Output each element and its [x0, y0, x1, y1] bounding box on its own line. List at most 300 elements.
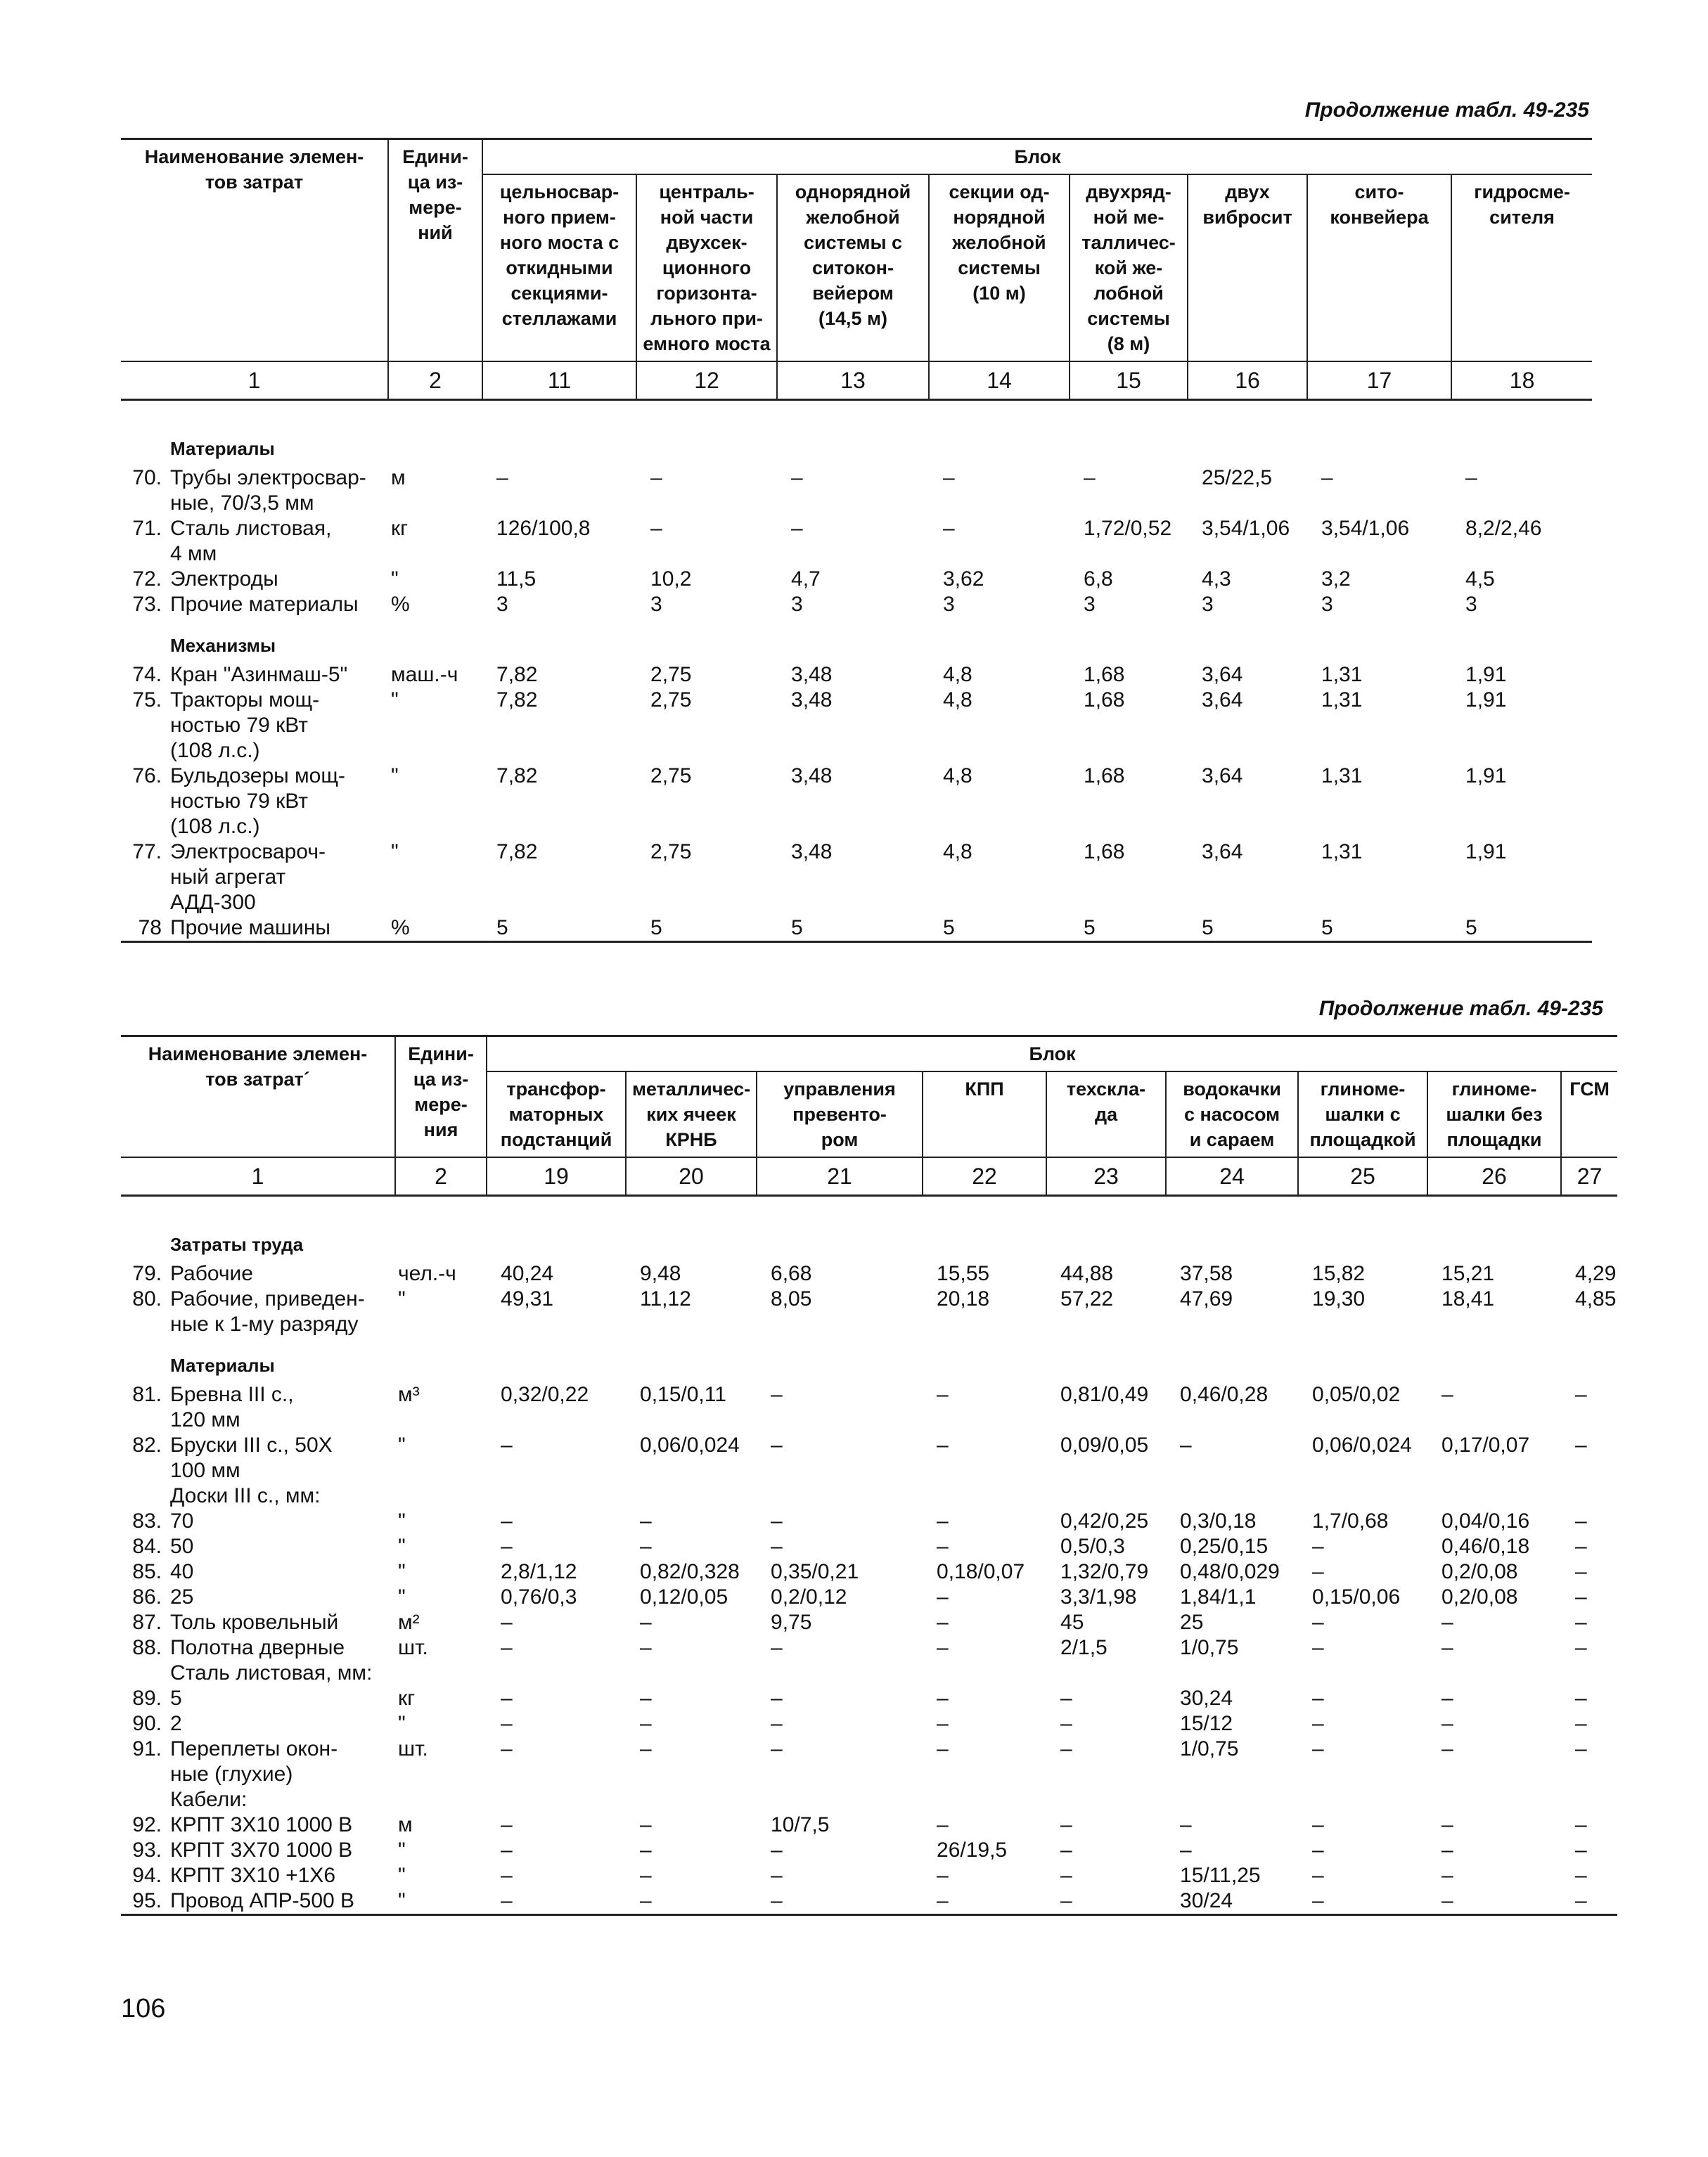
- table-row: [121, 1888, 1617, 1915]
- row-number: 86.: [132, 1585, 162, 1609]
- value-cell: –: [1575, 1737, 1587, 1760]
- value-cell: 0,81/0,49: [1060, 1383, 1149, 1406]
- header-block-2: металличес- ких ячеек КРНБ: [626, 1071, 757, 1157]
- value-cell: –: [1441, 1611, 1453, 1634]
- header-block-1: трансфор- маторных подстанций: [487, 1071, 626, 1157]
- cost-item-name: 2: [170, 1712, 182, 1735]
- table-row: [121, 592, 1592, 617]
- value-cell: –: [1060, 1737, 1072, 1760]
- value-cell: –: [1180, 1839, 1192, 1862]
- header-block-7: сито- конвейера: [1307, 174, 1451, 361]
- header-unit-column: Едини- ца из- мере- ния: [395, 1036, 487, 1158]
- unit-cell: ": [395, 1888, 487, 1915]
- table-row: [121, 567, 1592, 592]
- subheading-row: [121, 1483, 1617, 1509]
- value-cell: –: [501, 1712, 513, 1735]
- value-cell: 5: [482, 915, 636, 942]
- row-subheading: Кабели:: [170, 1788, 248, 1811]
- cost-item-name: Прочие материалы: [170, 593, 359, 616]
- value-cell: –: [1441, 1737, 1453, 1760]
- value-cell: –: [937, 1687, 949, 1710]
- value-cell: 4,8: [943, 764, 972, 787]
- cost-item-name: Бревна III с., 120 мм: [170, 1383, 294, 1431]
- value-cell: 8,2/2,46: [1465, 517, 1542, 540]
- unit-cell: %: [388, 915, 482, 942]
- table-row: [121, 1635, 1617, 1661]
- continuation-label-1: Продолжение табл. 49-235: [1304, 98, 1589, 122]
- unit-cell: кг: [391, 517, 409, 540]
- value-cell: 7,82: [496, 840, 538, 863]
- cost-item-name: 70: [170, 1509, 194, 1533]
- value-cell: 11,12: [640, 1287, 691, 1311]
- value-cell: –: [640, 1712, 652, 1735]
- column-number: 14: [929, 361, 1070, 400]
- value-cell: 15,55: [937, 1262, 990, 1285]
- table-row: [121, 1261, 1617, 1287]
- value-cell: 0,2/0,08: [1441, 1560, 1518, 1583]
- value-cell: 0,42/0,25: [1060, 1509, 1149, 1533]
- header-group-block: Блок: [482, 139, 1592, 175]
- section-row: [121, 1337, 1617, 1382]
- unit-cell: маш.-ч: [391, 663, 458, 686]
- column-number: 18: [1451, 361, 1592, 400]
- value-cell: 3: [791, 593, 803, 616]
- header-block-4: КПП: [923, 1071, 1046, 1157]
- unit-cell: ": [398, 1712, 406, 1735]
- value-cell: –: [640, 1687, 652, 1710]
- unit-cell: ": [398, 1509, 406, 1533]
- value-cell: –: [757, 1888, 923, 1915]
- unit-cell: ": [398, 1535, 406, 1558]
- value-cell: –: [1575, 1839, 1587, 1862]
- header-block-3: однорядной желобной системы с ситокон- вейером (14,5 м): [777, 174, 929, 361]
- value-cell: –: [937, 1434, 949, 1457]
- header-block-6: водокачки с насосом и сараем: [1166, 1071, 1298, 1157]
- unit-cell: м³: [398, 1383, 420, 1406]
- value-cell: –: [1084, 466, 1096, 489]
- cost-item-name: Бруски III с., 50Х 100 мм: [170, 1434, 333, 1482]
- value-cell: –: [1060, 1813, 1072, 1836]
- value-cell: 0,3/0,18: [1180, 1509, 1257, 1533]
- value-cell: 0,15/0,06: [1312, 1585, 1401, 1609]
- value-cell: 0,15/0,11: [640, 1383, 726, 1406]
- value-cell: 1,72/0,52: [1084, 517, 1172, 540]
- table-row: [121, 764, 1592, 839]
- value-cell: 7,82: [496, 688, 538, 712]
- value-cell: –: [1180, 1813, 1192, 1836]
- value-cell: 1,68: [1084, 688, 1125, 712]
- cost-item-name: 25: [170, 1585, 194, 1609]
- section-heading: Материалы: [170, 438, 275, 459]
- unit-cell: м²: [398, 1611, 420, 1634]
- cost-item-name: Электросвароч- ный агрегат АДД-300: [170, 840, 326, 914]
- value-cell: –: [501, 1839, 513, 1862]
- value-cell: 0,48/0,029: [1180, 1560, 1280, 1583]
- value-cell: 20,18: [937, 1287, 990, 1311]
- page-number: 106: [121, 1994, 166, 2023]
- value-cell: 0,04/0,16: [1441, 1509, 1530, 1533]
- row-number: 93.: [132, 1839, 162, 1862]
- column-number: 1: [121, 1157, 395, 1196]
- value-cell: 1,84/1,1: [1180, 1585, 1257, 1609]
- value-cell: –: [771, 1509, 783, 1533]
- value-cell: –: [1441, 1383, 1453, 1406]
- value-cell: 15,82: [1312, 1262, 1366, 1285]
- value-cell: –: [1046, 1888, 1166, 1915]
- value-cell: –: [937, 1737, 949, 1760]
- value-cell: –: [1575, 1864, 1587, 1887]
- unit-cell: ": [391, 764, 399, 787]
- unit-cell: шт.: [398, 1636, 428, 1659]
- header-block-8: гидросме- сителя: [1451, 174, 1592, 361]
- cost-item-name: Трубы электросвар- ные, 70/3,5 мм: [170, 466, 366, 515]
- value-cell: 2,75: [650, 663, 692, 686]
- row-number: 92.: [132, 1813, 162, 1836]
- table-row: [121, 1711, 1617, 1737]
- unit-cell: кг: [398, 1687, 416, 1710]
- unit-cell: чел.-ч: [398, 1262, 456, 1285]
- value-cell: 1,68: [1084, 840, 1125, 863]
- value-cell: 10/7,5: [771, 1813, 830, 1836]
- table-row: [121, 1863, 1617, 1888]
- row-number: 78: [121, 915, 170, 942]
- value-cell: 3,48: [791, 688, 833, 712]
- section-heading: Механизмы: [170, 635, 276, 656]
- column-number: 2: [395, 1157, 487, 1196]
- table-row: [121, 465, 1592, 516]
- value-cell: 4,5: [1465, 567, 1495, 591]
- value-cell: –: [937, 1611, 949, 1634]
- value-cell: 0,09/0,05: [1060, 1434, 1149, 1457]
- value-cell: –: [771, 1712, 783, 1735]
- value-cell: 3,48: [791, 663, 833, 686]
- value-cell: 40,24: [501, 1262, 554, 1285]
- value-cell: 7,82: [496, 663, 538, 686]
- value-cell: 18,41: [1441, 1287, 1495, 1311]
- value-cell: 15/12: [1180, 1712, 1233, 1735]
- unit-cell: ": [398, 1560, 406, 1583]
- value-cell: 4,3: [1202, 567, 1231, 591]
- value-cell: –: [1060, 1712, 1072, 1735]
- value-cell: –: [501, 1813, 513, 1836]
- value-cell: 1,68: [1084, 764, 1125, 787]
- row-number: 89.: [132, 1687, 162, 1710]
- unit-cell: ": [391, 688, 399, 712]
- value-cell: –: [501, 1687, 513, 1710]
- value-cell: 5: [636, 915, 777, 942]
- cost-item-name: КРПТ 3Х70 1000 В: [170, 1839, 353, 1862]
- cost-item-name: Сталь листовая, 4 мм: [170, 517, 332, 565]
- value-cell: 1,31: [1321, 663, 1363, 686]
- table-row: [121, 1812, 1617, 1838]
- row-number: 73.: [132, 593, 162, 616]
- cost-item-name: Толь кровельный: [170, 1611, 339, 1634]
- row-number: 84.: [132, 1535, 162, 1558]
- section-row: [121, 1216, 1617, 1261]
- value-cell: 3: [943, 593, 955, 616]
- value-cell: 49,31: [501, 1287, 554, 1311]
- cost-item-name: Рабочие: [170, 1262, 253, 1285]
- value-cell: 0,25/0,15: [1180, 1535, 1269, 1558]
- value-cell: –: [791, 517, 803, 540]
- value-cell: 4,7: [791, 567, 821, 591]
- value-cell: 7,82: [496, 764, 538, 787]
- value-cell: –: [1060, 1864, 1072, 1887]
- value-cell: 3,48: [791, 764, 833, 787]
- value-cell: –: [1060, 1839, 1072, 1862]
- value-cell: –: [937, 1636, 949, 1659]
- value-cell: –: [1575, 1712, 1587, 1735]
- value-cell: 3,64: [1202, 840, 1243, 863]
- value-cell: –: [771, 1864, 783, 1887]
- value-cell: 4,8: [943, 840, 972, 863]
- value-cell: 2,75: [650, 764, 692, 787]
- value-cell: –: [791, 466, 803, 489]
- value-cell: 0,18/0,07: [937, 1560, 1025, 1583]
- value-cell: –: [640, 1535, 652, 1558]
- value-cell: 3,3/1,98: [1060, 1585, 1137, 1609]
- value-cell: 0,05/0,02: [1312, 1383, 1401, 1406]
- value-cell: –: [937, 1509, 949, 1533]
- unit-cell: %: [391, 593, 410, 616]
- cost-item-name: Прочие машины: [170, 915, 388, 942]
- value-cell: 2/1,5: [1060, 1636, 1107, 1659]
- column-number: 13: [777, 361, 929, 400]
- value-cell: –: [1575, 1636, 1587, 1659]
- value-cell: –: [1312, 1611, 1324, 1634]
- value-cell: 1,31: [1321, 688, 1363, 712]
- value-cell: 45: [1060, 1611, 1084, 1634]
- column-number: 1: [121, 361, 388, 400]
- value-cell: 5: [1070, 915, 1188, 942]
- value-cell: –: [937, 1813, 949, 1836]
- cost-item-name: Электроды: [170, 567, 278, 591]
- value-cell: –: [1321, 466, 1333, 489]
- value-cell: –: [1575, 1434, 1587, 1457]
- value-cell: –: [1441, 1636, 1453, 1659]
- value-cell: –: [626, 1888, 757, 1915]
- value-cell: –: [1575, 1611, 1587, 1634]
- table-row: [121, 1686, 1617, 1711]
- value-cell: 0,12/0,05: [640, 1585, 728, 1609]
- value-cell: 15/11,25: [1180, 1864, 1261, 1887]
- column-number: 2: [388, 361, 482, 400]
- column-number: 25: [1298, 1157, 1427, 1196]
- value-cell: –: [1561, 1888, 1617, 1915]
- value-cell: 2,75: [650, 840, 692, 863]
- value-cell: –: [1312, 1636, 1324, 1659]
- value-cell: 0,35/0,21: [771, 1560, 859, 1583]
- value-cell: –: [1427, 1888, 1561, 1915]
- row-number: 95.: [121, 1888, 170, 1915]
- value-cell: 5: [1451, 915, 1592, 942]
- cost-item-name: Провод АПР-500 В: [170, 1888, 395, 1915]
- value-cell: –: [1312, 1560, 1324, 1583]
- value-cell: 25/22,5: [1202, 466, 1273, 489]
- value-cell: 0,46/0,28: [1180, 1383, 1269, 1406]
- value-cell: –: [771, 1636, 783, 1659]
- value-cell: –: [1441, 1813, 1453, 1836]
- value-cell: –: [501, 1535, 513, 1558]
- cost-table-2: [121, 1035, 1617, 1916]
- value-cell: 4,85: [1575, 1287, 1617, 1311]
- cost-item-name: Полотна дверные: [170, 1636, 345, 1659]
- value-cell: –: [1312, 1687, 1324, 1710]
- value-cell: 1,68: [1084, 663, 1125, 686]
- value-cell: 57,22: [1060, 1287, 1114, 1311]
- unit-cell: м: [398, 1813, 413, 1836]
- value-cell: –: [937, 1712, 949, 1735]
- value-cell: –: [1312, 1839, 1324, 1862]
- value-cell: 3: [1084, 593, 1096, 616]
- value-cell: 0,06/0,024: [640, 1434, 740, 1457]
- value-cell: 19,30: [1312, 1287, 1366, 1311]
- value-cell: –: [640, 1864, 652, 1887]
- row-number: 83.: [132, 1509, 162, 1533]
- value-cell: –: [650, 466, 662, 489]
- row-number: 75.: [132, 688, 162, 712]
- row-number: 85.: [132, 1560, 162, 1583]
- value-cell: 2,8/1,12: [501, 1560, 577, 1583]
- value-cell: –: [1312, 1864, 1324, 1887]
- table-row: [121, 516, 1592, 567]
- value-cell: 1,7/0,68: [1312, 1509, 1389, 1533]
- value-cell: 1,32/0,79: [1060, 1560, 1149, 1583]
- value-cell: –: [1575, 1383, 1587, 1406]
- header-block-7: глиноме- шалки с площадкой: [1298, 1071, 1427, 1157]
- column-number: 20: [626, 1157, 757, 1196]
- table-row: [121, 1737, 1617, 1787]
- value-cell: 3,54/1,06: [1202, 517, 1290, 540]
- section-row: [121, 420, 1592, 465]
- table-row: [121, 662, 1592, 688]
- value-cell: 1,91: [1465, 764, 1507, 787]
- value-cell: –: [1441, 1712, 1453, 1735]
- value-cell: 1/0,75: [1180, 1636, 1239, 1659]
- unit-cell: ": [398, 1585, 406, 1609]
- value-cell: 3: [1465, 593, 1477, 616]
- value-cell: 3,2: [1321, 567, 1351, 591]
- value-cell: –: [501, 1611, 513, 1634]
- cost-table-1: [121, 138, 1592, 943]
- value-cell: 3,48: [791, 840, 833, 863]
- value-cell: 44,88: [1060, 1262, 1114, 1285]
- value-cell: –: [771, 1383, 783, 1406]
- value-cell: 15,21: [1441, 1262, 1495, 1285]
- section-heading: Затраты труда: [170, 1234, 304, 1255]
- column-number: 15: [1070, 361, 1188, 400]
- unit-cell: м: [391, 466, 406, 489]
- value-cell: –: [937, 1585, 949, 1609]
- value-cell: –: [1575, 1560, 1587, 1583]
- value-cell: –: [1465, 466, 1477, 489]
- value-cell: –: [640, 1839, 652, 1862]
- value-cell: –: [640, 1737, 652, 1760]
- value-cell: 0,2/0,08: [1441, 1585, 1518, 1609]
- value-cell: 0,76/0,3: [501, 1585, 577, 1609]
- cost-item-name: 5: [170, 1687, 182, 1710]
- value-cell: 8,05: [771, 1287, 812, 1311]
- value-cell: –: [496, 466, 508, 489]
- column-number: 16: [1188, 361, 1307, 400]
- value-cell: –: [1575, 1509, 1587, 1533]
- cost-item-name: Бульдозеры мощ- ностью 79 кВт (108 л.с.): [170, 764, 346, 838]
- row-subheading: Доски III с., мм:: [170, 1484, 321, 1507]
- value-cell: –: [1441, 1687, 1453, 1710]
- value-cell: 11,5: [496, 567, 537, 591]
- table-row: [121, 1433, 1617, 1483]
- table-row: [121, 1610, 1617, 1635]
- value-cell: 6,8: [1084, 567, 1113, 591]
- value-cell: 3: [650, 593, 662, 616]
- header-group-block: Блок: [487, 1036, 1617, 1072]
- unit-cell: ": [398, 1864, 406, 1887]
- row-subheading: Сталь листовая, мм:: [170, 1661, 373, 1685]
- header-name-column: Наименование элемен- тов затрат´: [121, 1036, 395, 1158]
- value-cell: –: [1312, 1813, 1324, 1836]
- header-block-5: двухряд- ной ме- талличес- кой же- лобной системы (8 м): [1070, 174, 1188, 361]
- value-cell: –: [1060, 1687, 1072, 1710]
- value-cell: –: [1312, 1535, 1324, 1558]
- value-cell: 1,91: [1465, 688, 1507, 712]
- value-cell: 1,91: [1465, 663, 1507, 686]
- value-cell: 0,2/0,12: [771, 1585, 847, 1609]
- value-cell: –: [501, 1864, 513, 1887]
- table-row: [121, 915, 1592, 942]
- unit-cell: ": [398, 1287, 406, 1311]
- header-block-3: управления превенто- ром: [757, 1071, 923, 1157]
- value-cell: –: [937, 1535, 949, 1558]
- value-cell: 47,69: [1180, 1287, 1233, 1311]
- table-row: [121, 1559, 1617, 1585]
- value-cell: 26/19,5: [937, 1839, 1008, 1862]
- header-block-8: глиноме- шалки без площадки: [1427, 1071, 1561, 1157]
- value-cell: 0,46/0,18: [1441, 1535, 1530, 1558]
- value-cell: 1/0,75: [1180, 1737, 1239, 1760]
- value-cell: –: [1441, 1839, 1453, 1862]
- value-cell: –: [771, 1535, 783, 1558]
- cost-item-name: Тракторы мощ- ностью 79 кВт (108 л.с.): [170, 688, 320, 762]
- table-row: [121, 1838, 1617, 1863]
- value-cell: –: [1312, 1712, 1324, 1735]
- value-cell: –: [771, 1839, 783, 1862]
- value-cell: –: [1180, 1434, 1192, 1457]
- value-cell: 6,68: [771, 1262, 812, 1285]
- value-cell: 25: [1180, 1611, 1204, 1634]
- header-block-1: цельносвар- ного прием- ного моста с откидными секциями- стеллажами: [482, 174, 636, 361]
- header-block-2: централь- ной части двухсек- ционного горизонта- льного при- емного моста: [636, 174, 777, 361]
- table-row: [121, 1287, 1617, 1337]
- column-number: 22: [923, 1157, 1046, 1196]
- header-unit-column: Едини- ца из- мере- ний: [388, 139, 482, 362]
- value-cell: –: [923, 1888, 1046, 1915]
- value-cell: –: [943, 517, 955, 540]
- column-number: 27: [1561, 1157, 1617, 1196]
- row-number: 76.: [132, 764, 162, 787]
- header-block-9: ГСМ: [1561, 1071, 1617, 1157]
- value-cell: –: [640, 1509, 652, 1533]
- value-cell: –: [1575, 1813, 1587, 1836]
- value-cell: –: [501, 1737, 513, 1760]
- value-cell: 3,62: [943, 567, 984, 591]
- row-number: 94.: [132, 1864, 162, 1887]
- value-cell: 126/100,8: [496, 517, 591, 540]
- value-cell: –: [501, 1636, 513, 1659]
- value-cell: 30,24: [1180, 1687, 1233, 1710]
- unit-cell: ": [398, 1839, 406, 1862]
- value-cell: –: [501, 1434, 513, 1457]
- column-number: 21: [757, 1157, 923, 1196]
